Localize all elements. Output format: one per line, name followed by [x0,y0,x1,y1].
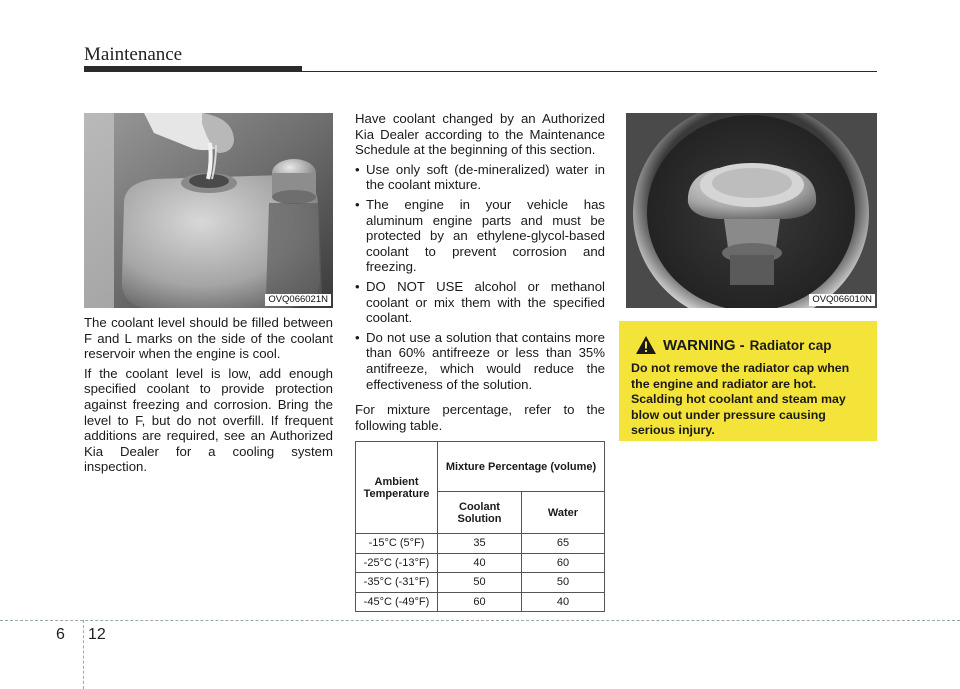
photo-code-left: OVQ066021N [265,294,331,306]
header-water: Water [522,492,605,534]
paragraph-low-coolant: If the coolant level is low, add enough specified coolant to provide protection against freezing and corrosion. Bring the level to F, but do not overfill. If frequent additions are required, see an Authorized Kia Dealer for a cooling system inspection. [84,365,333,475]
bullet-aluminum-parts: • The engine in your vehicle has aluminum engine parts and must be protected by an ethylene-glycol-based coolant to prevent corrosion and freezing. [355,197,605,275]
table-header-row [356,442,605,492]
header-ambient-line1: Ambient [374,475,419,488]
paragraph-mixture-reference: For mixture percentage, refer to the following table. [355,402,605,433]
footer-dashed-rule [0,620,960,621]
chapter-number: 6 [56,626,65,643]
coolant-reservoir-photo [84,113,333,308]
warning-triangle-icon [635,335,657,355]
header-coolant-line1: Coolant [459,500,500,513]
table-row [356,553,605,573]
cell-temperature: -25°C (-13°F) [356,553,438,573]
coolant-bullet-list [355,162,605,392]
bullet-no-alcohol: • DO NOT USE alcohol or methanol coolant or mix them with the specified coolant. [355,279,605,326]
header-ambient-line2: Temperature [363,487,430,500]
cell-temperature: -45°C (-49°F) [356,592,438,612]
coolant-reservoir-illustration [84,113,333,308]
mixture-percentage-table [355,441,605,612]
warning-subject: Radiator cap [749,337,832,353]
page-number: 12 [88,626,106,643]
cell-coolant: 50 [438,573,522,593]
header-coolant-solution [438,492,522,534]
table-row [356,573,605,593]
cell-water: 60 [522,553,605,573]
header-rule [84,71,877,72]
table-row [356,534,605,554]
paragraph-coolant-change: Have coolant changed by an Authorized Kia Dealer according to the Maintenance Schedule at the beginning of this section. [355,111,605,158]
warning-label: WARNING - [663,336,745,354]
left-column-text [84,315,333,479]
radiator-cap-photo [626,113,877,308]
page-section-title: Maintenance [84,44,183,65]
footer-dashed-divider [83,620,84,689]
header-mixture-percentage: Mixture Percentage (volume) [438,442,605,492]
bullet-soft-water: • Use only soft (de-mineralized) water in the coolant mixture. [355,162,605,193]
cell-water: 50 [522,573,605,593]
cell-water: 65 [522,534,605,554]
cell-temperature: -15°C (5°F) [356,534,438,554]
header-ambient-temperature [356,442,438,534]
cell-temperature: -35°C (-31°F) [356,573,438,593]
warning-body-text: Do not remove the radiator cap when the engine and radiator are hot. Scalding hot coolant and steam may blow out under pressure causing serious injury. [631,361,850,438]
radiator-cap-illustration [626,113,877,308]
cell-coolant: 35 [438,534,522,554]
cell-coolant: 40 [438,553,522,573]
paragraph-coolant-level: The coolant level should be filled between F and L marks on the side of the coolant reservoir when the engine is cool. [84,315,333,362]
middle-column-text [355,111,605,437]
photo-code-right: OVQ066010N [809,294,875,306]
cell-coolant: 60 [438,592,522,612]
warning-box [619,321,877,441]
header-coolant-line2: Solution [457,512,502,525]
table-row [356,592,605,612]
bullet-antifreeze-ratio: • Do not use a solution that contains more than 60% antifreeze or less than 35% antifreeze, which would reduce the effectiveness of the solution. [355,330,605,392]
warning-header [635,333,865,357]
cell-water: 40 [522,592,605,612]
